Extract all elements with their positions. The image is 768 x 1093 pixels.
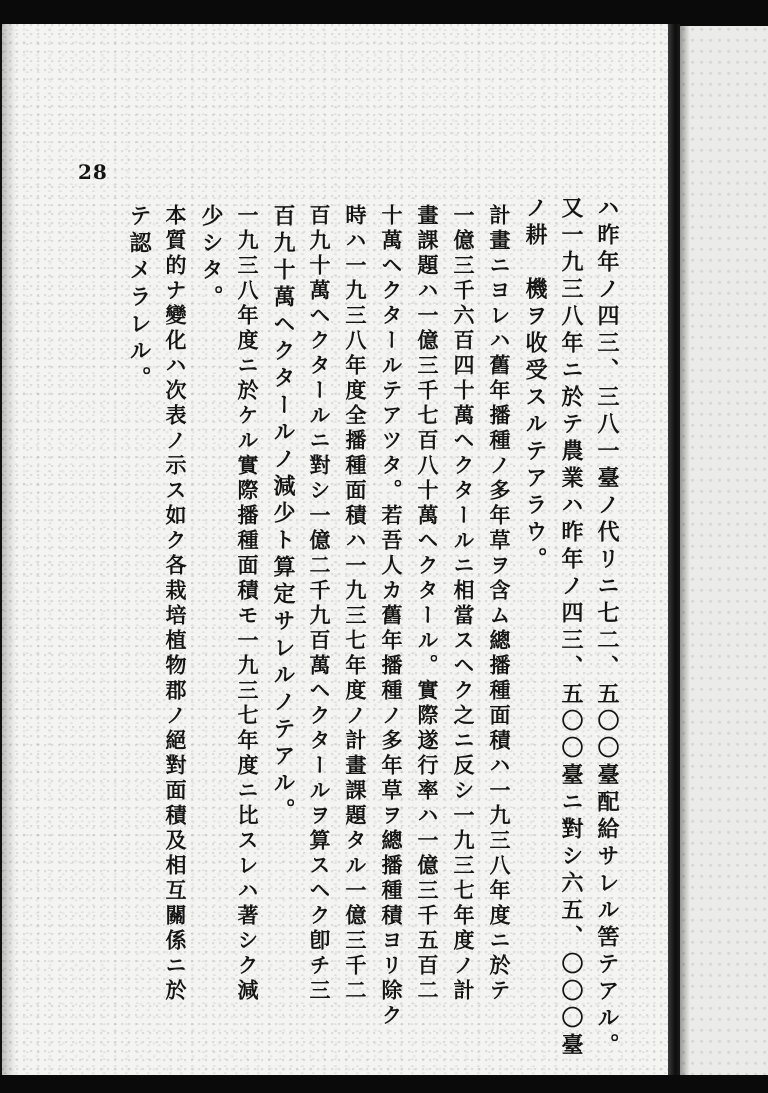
page-number: 28 <box>78 160 108 184</box>
adjacent-page-edge <box>680 26 768 1076</box>
text-line-2: 又一九三八年ニ於テ農業ハ昨年ノ四三、五〇〇臺ニ對シ六五、〇〇〇臺 <box>558 196 584 1060</box>
book-gutter <box>668 24 680 1076</box>
text-line-13: 本質的ナ變化ハ次表ノ示ス如ク各栽培植物郡ノ絕對面積及相互關係ニ於 <box>163 204 188 1004</box>
text-line-11: 一九三八年度ニ於ケル實際播種面積モ一九三七年度ニ比スレハ著シク減 <box>235 204 260 1004</box>
text-line-9: 百九十萬ヘクタールニ對シ一億二千九百萬ヘクタールヲ算スヘク卽チ三 <box>307 204 332 1004</box>
text-line-10: 百九十萬ヘクタールノ減少ト算定サレルノテアル。 <box>270 204 296 825</box>
text-line-5: 一億三千六百四十萬ヘクタールニ相當スヘク之ニ反シ一九三七年度ノ計 <box>451 204 476 1004</box>
text-line-7: 十萬ヘクタールテアツタ。若吾人カ舊年播種ノ多年草ヲ總播種積ヨリ除ク <box>379 204 404 1029</box>
text-line-8: 時ハ一九三八年度全播種面積ハ一九三七年度ノ計畫課題タル一億三千二 <box>343 204 368 1004</box>
text-line-6: 畫課題ハ一億三千七百八十萬ヘクタール。實際遂行率ハ一億三千五百二 <box>415 204 440 1004</box>
text-line-12: 少シタ。 <box>198 204 224 312</box>
text-line-4: 計畫ニヨレハ舊年播種ノ多年草ヲ含ム總播種面積ハ一九三八年度ニ於テ <box>487 204 512 1004</box>
text-line-1: ハ昨年ノ四三、三八一臺ノ代リニ七二、五〇〇臺配給サレル筈テアル。 <box>594 196 620 1060</box>
scan-bottom-border <box>0 1075 768 1093</box>
text-line-14: テ認メラレル。 <box>126 204 152 393</box>
text-line-3: ノ耕 機ヲ收受スルテアラウ。 <box>522 196 548 574</box>
